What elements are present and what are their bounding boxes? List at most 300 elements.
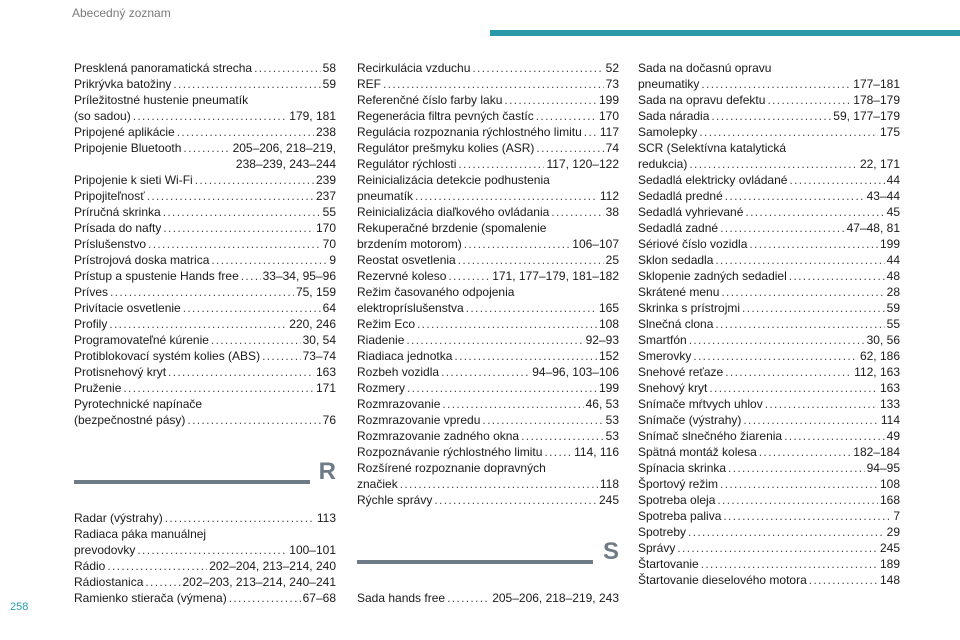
page-ref: 59 [886, 301, 900, 315]
page-ref: 114 [880, 413, 900, 427]
page-ref: 112 [599, 189, 619, 203]
header-accent-bar [490, 30, 960, 36]
dot-leader [177, 124, 314, 140]
index-term: Sada na dočasnú opravu [638, 61, 772, 75]
page-ref: 28 [886, 285, 900, 299]
index-entry [74, 316, 336, 332]
dot-leader [165, 510, 315, 526]
dot-leader [717, 492, 878, 508]
dot-leader [723, 508, 891, 524]
index-entry [357, 188, 619, 204]
index-term: Reinicializácia diaľkového ovládania [357, 205, 550, 219]
page-ref: 64 [322, 301, 336, 315]
dot-leader [701, 76, 851, 92]
index-entry [638, 268, 900, 284]
index-entry [638, 332, 900, 348]
index-entry [357, 172, 619, 188]
index-entry [357, 460, 619, 476]
page-ref: 44 [886, 253, 900, 267]
index-entry [357, 476, 619, 492]
page-ref: 238 [315, 125, 336, 139]
dot-leader [195, 172, 314, 188]
page-ref: 55 [322, 205, 336, 219]
index-term: Spätná montáž kolesa [638, 445, 757, 459]
index-term: Recirkulácia vzduchu [357, 61, 471, 75]
index-column-1 [74, 60, 336, 606]
page-ref: 49 [886, 429, 900, 443]
index-entry [357, 220, 619, 236]
dot-leader [472, 60, 603, 76]
index-term: SCR (Selektívna katalytická [638, 141, 787, 155]
index-entry [357, 444, 619, 460]
dot-leader [262, 348, 301, 364]
index-term: REF [357, 77, 381, 91]
index-entry [74, 590, 336, 606]
page-ref: 178–179 [853, 93, 900, 107]
index-entry [638, 92, 900, 108]
page-ref: 106–107 [572, 237, 619, 251]
page-ref: 220, 246 [289, 317, 336, 331]
index-term: Regulátor prešmyku kolies (ASR) [357, 141, 535, 155]
index-entry [74, 364, 336, 380]
index-term: Regulátor rýchlosti [357, 157, 457, 171]
dot-leader [689, 332, 865, 348]
index-entry [357, 236, 619, 252]
index-term: Spotreba oleja [638, 493, 716, 507]
index-term: Rádiostanica [74, 575, 144, 589]
page-ref: 202–203, 213–214, 240–241 [182, 575, 336, 589]
dot-leader [458, 156, 544, 172]
index-entry [638, 124, 900, 140]
index-entry [357, 252, 619, 268]
dot-leader [145, 574, 180, 590]
index-entry [638, 76, 900, 92]
index-entry [357, 108, 619, 124]
index-term: Rozpoznávanie rýchlostného limitu [357, 445, 543, 459]
index-term: 238–239, 243–244 [235, 157, 336, 171]
index-term: Pripojenie k sieti Wi-Fi [74, 173, 193, 187]
index-term: Pripojené aplikácie [74, 125, 175, 139]
page-number: 258 [10, 601, 29, 613]
index-entry [638, 188, 900, 204]
index-term: Riadenie [357, 333, 405, 347]
index-term: Sedadlá zadné [638, 221, 719, 235]
page-ref: 70 [322, 237, 336, 251]
index-term: Spotreby [638, 525, 687, 539]
dot-leader [711, 108, 831, 124]
dot-leader [544, 444, 572, 460]
index-entry [638, 348, 900, 364]
index-entry [74, 332, 336, 348]
index-term: Reostat osvetlenia [357, 253, 456, 267]
index-entry [357, 300, 619, 316]
page-ref: 53 [605, 413, 619, 427]
page-ref: 170 [598, 109, 619, 123]
index-term: (bezpečnostné pásy) [74, 413, 186, 427]
dot-leader [677, 540, 878, 556]
page-ref: 44 [886, 173, 900, 187]
dot-leader [536, 108, 597, 124]
dot-leader [241, 268, 261, 284]
page-ref: 33–34, 95–96 [262, 269, 336, 283]
index-term: Regulácia rozpoznania rýchlostného limitu [357, 125, 582, 139]
page-ref: 113 [316, 511, 336, 525]
dot-leader [789, 268, 885, 284]
index-entry [74, 76, 336, 92]
index-term: Prísada do nafty [74, 221, 162, 235]
index-entry [74, 284, 336, 300]
index-entry [638, 540, 900, 556]
page-ref: 94–95 [866, 461, 900, 475]
index-entry [357, 380, 619, 396]
page-ref: 30, 54 [302, 333, 336, 347]
page-ref: 175 [879, 125, 900, 139]
index-term: Programovateľné kúrenie [74, 333, 209, 347]
dot-leader [466, 300, 597, 316]
dot-leader [407, 380, 597, 396]
index-term: Sklon sedadla [638, 253, 714, 267]
index-term: Privítacie osvetlenie [74, 301, 181, 315]
dot-leader [482, 412, 603, 428]
page-ref: 94–96, 103–106 [532, 365, 619, 379]
dot-leader [168, 364, 314, 380]
index-entry [638, 428, 900, 444]
index-term: Radar (výstrahy) [74, 511, 163, 525]
dot-leader [765, 396, 878, 412]
dot-leader [725, 188, 865, 204]
index-term: Snímače mŕtvych uhlov [638, 397, 763, 411]
index-term: Sériové číslo vozidla [638, 237, 748, 251]
index-term: Snehový kryt [638, 381, 708, 395]
index-entry [638, 524, 900, 540]
section-divider-s [357, 532, 619, 590]
page-ref: 29 [886, 525, 900, 539]
page-ref: 38 [605, 205, 619, 219]
index-term: Pripojenie Bluetooth [74, 141, 182, 155]
dot-leader [163, 204, 321, 220]
dot-leader [229, 590, 301, 606]
dot-leader [720, 220, 845, 236]
page-ref: 163 [315, 365, 336, 379]
dot-leader [148, 236, 321, 252]
dot-leader [110, 284, 294, 300]
index-term: Radiaca páka manuálnej [74, 527, 207, 541]
dot-leader [448, 268, 490, 284]
page-ref: 171 [315, 381, 336, 395]
page-ref: 73–74 [302, 349, 336, 363]
index-entry [357, 492, 619, 508]
index-term: Rozšírené rozpoznanie dopravných [357, 461, 546, 475]
index-term: Regenerácia filtra pevných častíc [357, 109, 534, 123]
index-entry [638, 60, 900, 76]
index-term: Protisnehový kryt [74, 365, 167, 379]
index-term: Samolepky [638, 125, 698, 139]
dot-leader [699, 124, 878, 140]
index-entry [638, 380, 900, 396]
dot-leader [715, 316, 884, 332]
dot-leader [464, 236, 571, 252]
dot-leader [767, 92, 851, 108]
dot-leader [701, 556, 878, 572]
page-ref: 114, 116 [574, 445, 619, 459]
index-term: Sedadlá vyhrievané [638, 205, 744, 219]
index-entry [74, 526, 336, 542]
index-term: Skrátené menu [638, 285, 720, 299]
page-ref: 53 [605, 429, 619, 443]
dot-leader [521, 428, 604, 444]
dot-leader [441, 364, 530, 380]
page-ref: 55 [886, 317, 900, 331]
index-term: redukcia) [638, 157, 688, 171]
index-term: Športový režim [638, 477, 719, 491]
dot-leader [749, 236, 878, 252]
dot-leader [383, 76, 604, 92]
page-ref: 76 [322, 413, 336, 427]
index-term: značiek [357, 477, 398, 491]
index-term: prevodovky [74, 543, 136, 557]
index-term: Príležitostné hustenie pneumatík [74, 93, 249, 107]
page-ref: 182–184 [853, 445, 900, 459]
index-term: Sada hands free [357, 591, 446, 605]
index-entry [357, 76, 619, 92]
index-term: Snehové reťaze [638, 365, 724, 379]
index-term: Skrinka s prístrojmi [638, 301, 741, 315]
page-ref: 47–48, 81 [846, 221, 900, 235]
section-letter: R [318, 458, 336, 485]
page-ref: 245 [598, 493, 619, 507]
page-ref: 59, 177–179 [833, 109, 900, 123]
page-ref: 202–204, 213–214, 240 [209, 559, 336, 573]
page-ref: 58 [322, 61, 336, 75]
page-ref: 108 [879, 477, 900, 491]
index-entry [74, 510, 336, 526]
page-ref: 45 [886, 205, 900, 219]
section-rule [357, 560, 593, 564]
index-entry [638, 556, 900, 572]
page-ref: 237 [315, 189, 336, 203]
dot-leader [400, 476, 598, 492]
index-entry [74, 124, 336, 140]
dot-leader [415, 188, 598, 204]
page-ref: 177–181 [853, 77, 900, 91]
dot-leader [211, 252, 327, 268]
index-entry [638, 476, 900, 492]
page-ref: 46, 53 [585, 397, 619, 411]
index-entry [74, 380, 336, 396]
page-ref: 179, 181 [289, 109, 336, 123]
page-ref: 171, 177–179, 181–182 [492, 269, 619, 283]
dot-leader [442, 396, 583, 412]
index-term: Pruženie [74, 381, 122, 395]
page-ref: 117, 120–122 [546, 157, 619, 171]
index-entry [357, 412, 619, 428]
index-entry [74, 140, 336, 156]
index-term: Smerovky [638, 349, 692, 363]
index-entry [638, 412, 900, 428]
index-entry [638, 204, 900, 220]
index-term: Príručná skrinka [74, 205, 161, 219]
index-term: Správy [638, 541, 676, 555]
section-rule [74, 480, 310, 484]
index-entry [74, 412, 336, 428]
index-term: Prikrývka batožiny [74, 77, 172, 91]
index-term: Snímač slnečného žiarenia [638, 429, 783, 443]
index-term: Príves [74, 285, 109, 299]
index-entry [74, 300, 336, 316]
index-term: Rozmrazovanie zadného okna [357, 429, 520, 443]
dot-leader [163, 220, 314, 236]
index-term: Profily [74, 317, 108, 331]
page-ref: 52 [605, 61, 619, 75]
dot-leader [406, 332, 583, 348]
dot-leader [759, 444, 852, 460]
index-entry [638, 316, 900, 332]
index-entry [638, 460, 900, 476]
index-term: Sklopenie zadných sedadiel [638, 269, 787, 283]
dot-leader [109, 316, 287, 332]
page-ref: 73 [605, 77, 619, 91]
dot-leader [725, 364, 852, 380]
page-ref: 165 [598, 301, 619, 315]
index-term: Sada na opravu defektu [638, 93, 766, 107]
dot-leader [745, 204, 884, 220]
index-entry [74, 348, 336, 364]
index-term: Režim časovaného odpojenia [357, 285, 515, 299]
page-ref: 170 [315, 221, 336, 235]
index-entry [74, 542, 336, 558]
page-ref: 43–44 [866, 189, 900, 203]
index-list [357, 60, 619, 508]
index-entry [357, 204, 619, 220]
index-entry [74, 252, 336, 268]
running-header: Abecedný zoznam [72, 6, 171, 20]
index-entry [74, 204, 336, 220]
index-entry [638, 492, 900, 508]
index-entry [74, 220, 336, 236]
index-entry [638, 284, 900, 300]
dot-leader [715, 252, 884, 268]
dot-leader [728, 460, 865, 476]
index-entry [638, 364, 900, 380]
index-term: Spínacia skrinka [638, 461, 727, 475]
dot-leader [211, 332, 301, 348]
page-ref: 112, 163 [854, 365, 900, 379]
index-entry [357, 348, 619, 364]
index-term: Rozmrazovanie vpredu [357, 413, 481, 427]
dot-leader [784, 428, 885, 444]
dot-leader [688, 524, 885, 540]
page-ref: 75, 159 [295, 285, 336, 299]
dot-leader [689, 156, 858, 172]
index-term: pneumatík [357, 189, 414, 203]
index-entry [74, 92, 336, 108]
page-ref: 62, 186 [859, 349, 900, 363]
dot-leader [434, 492, 597, 508]
index-list [74, 510, 336, 606]
index-entry [74, 156, 336, 172]
index-entry [74, 172, 336, 188]
index-entry [638, 300, 900, 316]
page-ref: 59 [322, 77, 336, 91]
index-term: Prístup a spustenie Hands free [74, 269, 239, 283]
page-ref: 108 [598, 317, 619, 331]
index-entry [638, 172, 900, 188]
index-entry [74, 268, 336, 284]
page-ref: 117 [599, 125, 619, 139]
index-term: Rozmery [357, 381, 406, 395]
dot-leader [417, 316, 597, 332]
index-entry [638, 220, 900, 236]
dot-leader [536, 140, 603, 156]
index-column-2 [357, 60, 619, 606]
index-list [74, 60, 336, 428]
dot-leader [720, 476, 878, 492]
index-term: Snímače (výstrahy) [638, 413, 742, 427]
page-ref: 245 [879, 541, 900, 555]
index-entry [357, 396, 619, 412]
index-entry [638, 236, 900, 252]
index-term: Príslušenstvo [74, 237, 147, 251]
index-entry [357, 60, 619, 76]
index-term: Štartovanie dieselového motora [638, 573, 807, 587]
index-term: Spotreba paliva [638, 509, 722, 523]
dot-leader [147, 188, 314, 204]
section-letter: S [602, 538, 619, 565]
dot-leader [458, 252, 604, 268]
page-ref: 148 [879, 573, 900, 587]
dot-leader [454, 348, 597, 364]
index-entry [74, 396, 336, 412]
index-term: Pyrotechnické napínače [74, 397, 203, 411]
index-entry [74, 574, 336, 590]
dot-leader [709, 380, 878, 396]
index-entry [357, 140, 619, 156]
index-entry [638, 396, 900, 412]
index-list [638, 60, 900, 588]
dot-leader [183, 300, 321, 316]
index-term: pneumatiky [638, 77, 700, 91]
page-ref: 239 [315, 173, 336, 187]
dot-leader [137, 542, 287, 558]
page-ref: 189 [879, 557, 900, 571]
dot-leader [742, 300, 885, 316]
index-term: Smartfón [638, 333, 687, 347]
index-term: Riadiaca jednotka [357, 349, 453, 363]
dot-leader [721, 284, 884, 300]
index-list [357, 590, 619, 606]
dot-leader [254, 60, 321, 76]
index-entry [74, 558, 336, 574]
index-term: Prístrojová doska matrica [74, 253, 210, 267]
dot-leader [107, 558, 207, 574]
dot-leader [123, 380, 314, 396]
page-ref: 152 [598, 349, 619, 363]
index-term: Pripojiteľnosť [74, 189, 145, 203]
page-ref: 100–101 [289, 543, 336, 557]
index-term: Rozbeh vozidla [357, 365, 440, 379]
index-term: Presklená panoramatická strecha [74, 61, 253, 75]
index-term: Režim Eco [357, 317, 416, 331]
index-term: Reinicializácia detekcie podhustenia [357, 173, 550, 187]
dot-leader [789, 172, 884, 188]
index-entry [357, 364, 619, 380]
page-ref: 199 [598, 93, 619, 107]
index-entry [357, 92, 619, 108]
index-entry [638, 252, 900, 268]
index-column-3 [638, 60, 900, 588]
index-entry [74, 188, 336, 204]
index-entry [357, 428, 619, 444]
